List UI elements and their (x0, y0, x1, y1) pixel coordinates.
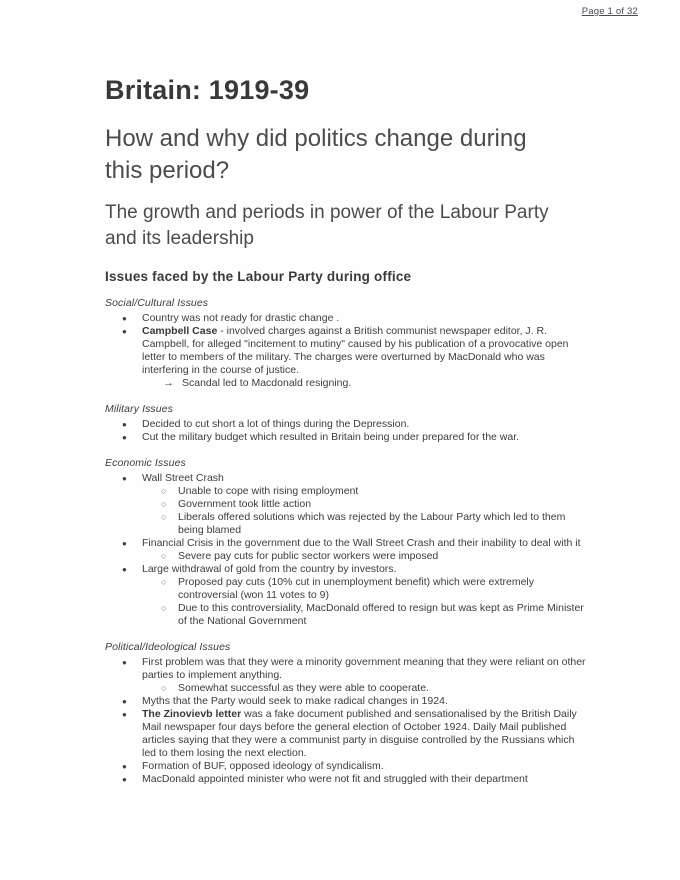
disc-bullet-icon: ● (122, 538, 127, 548)
disc-bullet-icon: ● (122, 313, 127, 323)
list-item-text: First problem was that they were a minority government meaning that they were reliant on other parties to implement anything. (142, 655, 586, 681)
list-item-text: The Zinovievb letter was a fake document published and sensationalised by the British Daily Mail newspaper four days before the general election of October 1924. Daily Mail published articles saying that they were a communist party in disguise controlled by the Russians which led to them losing the next election. (142, 707, 577, 759)
page-indicator-link[interactable]: Page 1 of 32 (581, 6, 638, 17)
list-item-text: Formation of BUF, opposed ideology of syndicalism. (142, 759, 384, 772)
disc-bullet-icon: ● (122, 696, 127, 706)
list-item-text: Due to this controversiality, MacDonald offered to resign but was kept as Prime Minister of the National Government (178, 601, 584, 627)
arrow-bullet-icon: → (163, 376, 174, 389)
list-item-text: MacDonald appointed minister who were not fit and struggled with their department (142, 772, 528, 785)
circle-bullet-icon: ○ (161, 602, 167, 613)
page-title: Britain: 1919-39 (105, 75, 310, 105)
section-title: Issues faced by the Labour Party during office (105, 268, 412, 284)
section-heading: Social/Cultural Issues (105, 296, 209, 309)
list-item (105, 656, 587, 682)
list-item (105, 498, 587, 511)
disc-bullet-icon: ● (122, 657, 127, 667)
circle-bullet-icon: ○ (161, 511, 167, 522)
circle-bullet-icon: ○ (161, 498, 167, 509)
list-item (105, 325, 587, 377)
bullet-list (105, 418, 587, 444)
list-item-text: Severe pay cuts for public sector workers were imposed (178, 549, 439, 562)
list-item-text: Myths that the Party would seek to make radical changes in 1924. (142, 694, 448, 707)
bullet-list (105, 472, 587, 628)
disc-bullet-icon: ● (122, 564, 127, 574)
list-item (105, 708, 587, 760)
bullet-list (105, 656, 587, 786)
circle-bullet-icon: ○ (161, 485, 167, 496)
list-item (105, 602, 587, 628)
list-item (105, 472, 587, 485)
disc-bullet-icon: ● (122, 761, 127, 771)
list-item (105, 431, 587, 444)
list-item-text: Financial Crisis in the government due to the Wall Street Crash and their inability to deal with it (142, 536, 581, 549)
list-item (105, 773, 587, 786)
list-item (105, 576, 587, 602)
section-political-ideological (105, 641, 630, 786)
disc-bullet-icon: ● (122, 774, 127, 784)
disc-bullet-icon: ● (122, 326, 127, 336)
list-item-text: Somewhat successful as they were able to cooperate. (178, 681, 429, 694)
list-item (105, 418, 587, 431)
circle-bullet-icon: ○ (161, 682, 167, 693)
list-item-text: Large withdrawal of gold from the country by investors. (142, 562, 397, 575)
list-item (105, 682, 587, 695)
section-social-cultural (105, 297, 630, 390)
list-item (105, 485, 587, 498)
list-item-text: Liberals offered solutions which was rejected by the Labour Party which led to them being blamed (178, 510, 566, 536)
list-item-text: Government took little action (178, 497, 312, 510)
doc-subheading: The growth and periods in power of the Labour Party and its leadership (105, 201, 549, 249)
disc-bullet-icon: ● (122, 419, 127, 429)
bullet-list (105, 312, 587, 390)
list-item (105, 537, 587, 550)
circle-bullet-icon: ○ (161, 550, 167, 561)
list-item-text: Unable to cope with rising employment (178, 484, 359, 497)
section-military (105, 403, 630, 444)
section-heading: Economic Issues (105, 456, 186, 469)
list-item (105, 312, 587, 325)
disc-bullet-icon: ● (122, 432, 127, 442)
list-item-text: Country was not ready for drastic change . (142, 311, 340, 324)
disc-bullet-icon: ● (122, 473, 127, 483)
doc-heading: How and why did politics change during this period? (105, 124, 527, 184)
list-item-text: Cut the military budget which resulted in Britain being under prepared for the war. (142, 430, 520, 443)
list-item-text: Decided to cut short a lot of things during the Depression. (142, 417, 410, 430)
list-item (105, 760, 587, 773)
list-item-text: Wall Street Crash (142, 471, 224, 484)
disc-bullet-icon: ● (122, 709, 127, 719)
list-item (105, 695, 587, 708)
list-item (105, 550, 587, 563)
list-item (105, 511, 587, 537)
list-item-text: Campbell Case - involved charges against a British communist newspaper editor, J. R. Campbell, for alleged "incitement to mutiny" caused by his publication of a provocative open letter to members of the military. The charges were overturned by MacDonald who was interfering in the course of justice. (142, 324, 569, 376)
list-item-text: Scandal led to Macdonald resigning. (182, 376, 352, 389)
circle-bullet-icon: ○ (161, 576, 167, 587)
section-heading: Military Issues (105, 402, 174, 415)
list-item (105, 563, 587, 576)
list-item-text: Proposed pay cuts (10% cut in unemployment benefit) which were extremely controversial (won 11 votes to 9) (178, 575, 535, 601)
section-heading: Political/Ideological Issues (105, 640, 231, 653)
section-economic (105, 457, 630, 628)
list-item (105, 377, 587, 390)
